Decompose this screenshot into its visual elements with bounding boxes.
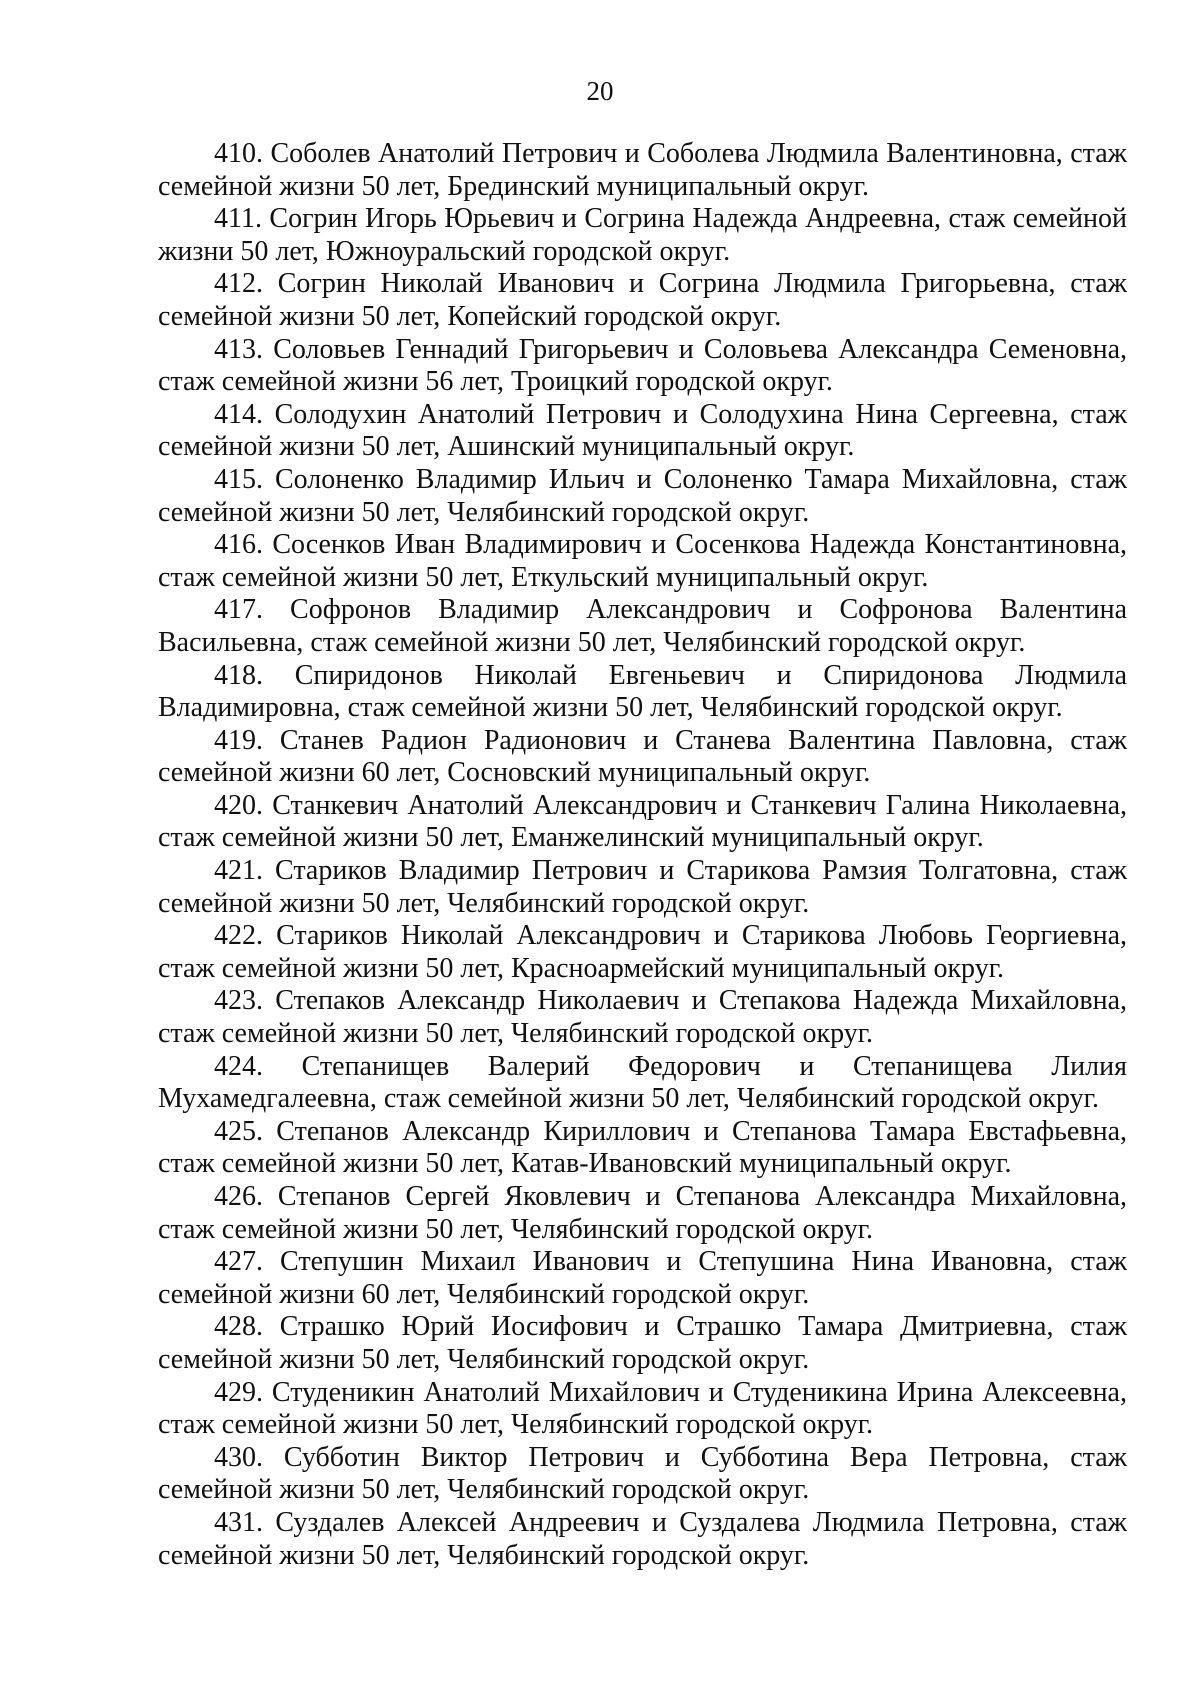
list-item: 425. Степанов Александр Кириллович и Степанова Тамара Евстафьевна, стаж семейной жизни 50 лет, Катав-Ивановский муниципальный округ. bbox=[158, 1115, 1127, 1180]
list-item: 415. Солоненко Владимир Ильич и Солоненко Тамара Михайловна, стаж семейной жизни 50 лет, Челябинский городской округ. bbox=[158, 463, 1127, 528]
list-item: 410. Соболев Анатолий Петрович и Соболева Людмила Валентиновна, стаж семейной жизни 50 лет, Брединский муниципальный округ. bbox=[158, 138, 1127, 202]
list-item: 411. Согрин Игорь Юрьевич и Согрина Надежда Андреевна, стаж семейной жизни 50 лет, Южноуральский городской округ. bbox=[158, 203, 1127, 267]
list-item: 427. Степушин Михаил Иванович и Степушина Нина Ивановна, стаж семейной жизни 60 лет, Челябинский городской округ. bbox=[158, 1246, 1127, 1310]
list-item: 420. Станкевич Анатолий Александрович и Станкевич Галина Николаевна, стаж семейной жизни 50 лет, Еманжелинский муниципальный округ. bbox=[158, 789, 1127, 854]
list-item: 414. Солодухин Анатолий Петрович и Солодухина Нина Сергеевна, стаж семейной жизни 50 лет, Ашинский муниципальный округ. bbox=[158, 398, 1127, 463]
entry-list bbox=[158, 138, 1127, 1572]
page-number: 20 bbox=[586, 76, 614, 106]
list-item: 428. Страшко Юрий Иосифович и Страшко Тамара Дмитриевна, стаж семейной жизни 50 лет, Челябинский городской округ. bbox=[158, 1311, 1127, 1375]
list-item: 431. Суздалев Алексей Андреевич и Суздалева Людмила Петровна, стаж семейной жизни 50 лет, Челябинский городской округ. bbox=[158, 1506, 1127, 1571]
list-item: 416. Сосенков Иван Владимирович и Сосенкова Надежда Константиновна, стаж семейной жизни 50 лет, Еткульский муниципальный округ. bbox=[158, 529, 1127, 593]
list-item: 417. Софронов Владимир Александрович и Софронова Валентина Васильевна, стаж семейной жизни 50 лет, Челябинский городской округ. bbox=[158, 594, 1127, 658]
list-item: 413. Соловьев Геннадий Григорьевич и Соловьева Александра Семеновна, стаж семейной жизни 56 лет, Троицкий городской округ. bbox=[158, 333, 1127, 398]
list-item: 423. Степаков Александр Николаевич и Степакова Надежда Михайловна, стаж семейной жизни 50 лет, Челябинский городской округ. bbox=[158, 985, 1127, 1050]
list-item: 419. Станев Радион Радионович и Станева Валентина Павловна, стаж семейной жизни 60 лет, Сосновский муниципальный округ. bbox=[158, 724, 1127, 789]
list-item: 426. Степанов Сергей Яковлевич и Степанова Александра Михайловна, стаж семейной жизни 50 лет, Челябинский городской округ. bbox=[158, 1181, 1127, 1245]
list-item: 429. Студеникин Анатолий Михайлович и Студеникина Ирина Алексеевна, стаж семейной жизни 50 лет, Челябинский городской округ. bbox=[158, 1376, 1127, 1441]
list-item: 412. Согрин Николай Иванович и Согрина Людмила Григорьевна, стаж семейной жизни 50 лет, Копейский городской округ. bbox=[158, 268, 1127, 332]
list-item: 418. Спиридонов Николай Евгеньевич и Спиридонова Людмила Владимировна, стаж семейной жизни 50 лет, Челябинский городской округ. bbox=[158, 659, 1127, 724]
list-item: 430. Субботин Виктор Петрович и Субботина Вера Петровна, стаж семейной жизни 50 лет, Челябинский городской округ. bbox=[158, 1441, 1127, 1506]
list-item: 422. Стариков Николай Александрович и Старикова Любовь Георгиевна, стаж семейной жизни 50 лет, Красноармейский муниципальный округ. bbox=[158, 920, 1127, 984]
list-item: 424. Степанищев Валерий Федорович и Степанищева Лилия Мухамедгалеевна, стаж семейной жизни 50 лет, Челябинский городской округ. bbox=[158, 1050, 1127, 1115]
list-item: 421. Стариков Владимир Петрович и Старикова Рамзия Толгатовна, стаж семейной жизни 50 лет, Челябинский городской округ. bbox=[158, 855, 1127, 919]
